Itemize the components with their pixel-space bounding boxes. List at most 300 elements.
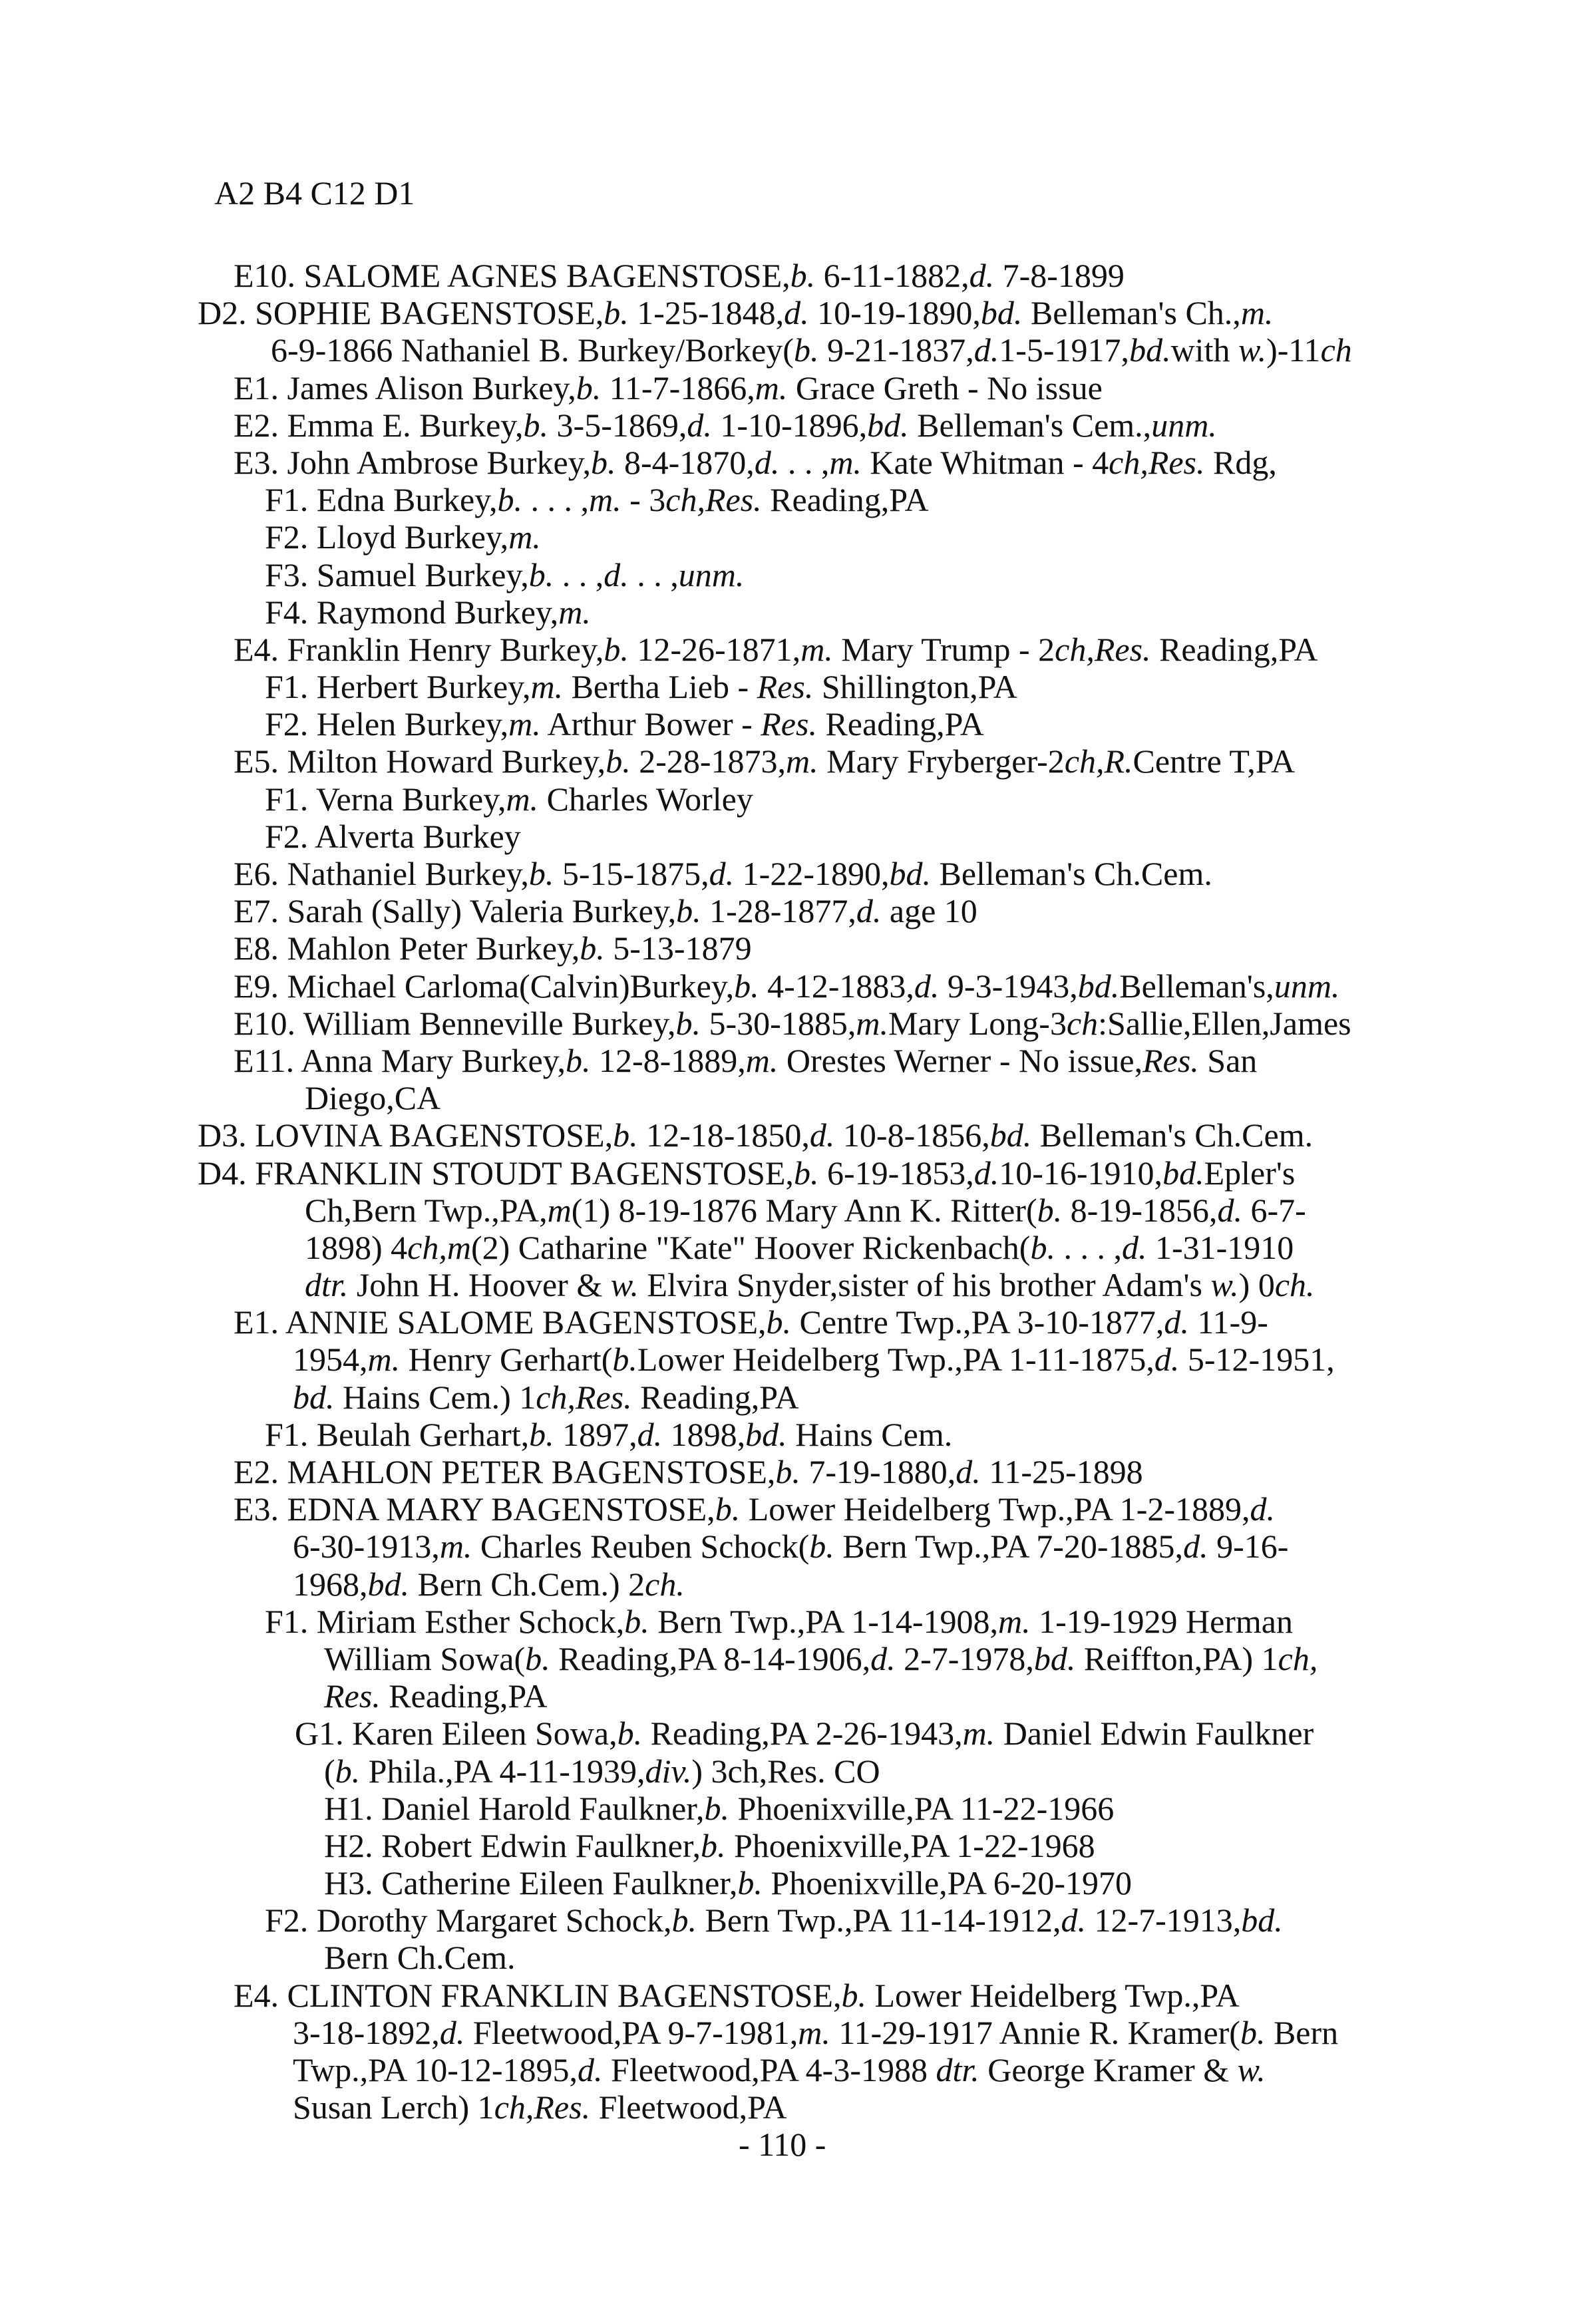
abbreviation-text: b. — [497, 481, 522, 519]
abbreviation-text: ch,Res. — [536, 1378, 632, 1416]
entry-line — [0, 481, 1577, 518]
entry-text: ( — [324, 1752, 335, 1790]
entry-line — [0, 780, 1577, 818]
entry-line — [0, 1154, 1577, 1192]
entry-text: (1) 8-19-1876 Mary Ann K. Ritter( — [571, 1191, 1037, 1229]
entry-line — [0, 1566, 1577, 1603]
entry-text: Hains Cem.) 1 — [334, 1378, 536, 1416]
abbreviation-text: m. — [829, 443, 862, 481]
abbreviation-text: d. — [637, 1415, 663, 1453]
entry-text: 10-8-1856, — [834, 1116, 990, 1154]
entry-line — [0, 518, 1577, 556]
abbreviation-text: ch. — [645, 1565, 685, 1603]
entry-text: Twp.,PA 10-12-1895, — [293, 2051, 578, 2088]
entry-text: 1-28-1877, — [701, 892, 856, 930]
entry-line — [0, 1341, 1577, 1378]
abbreviation-text: ch, — [1278, 1639, 1318, 1677]
abbreviation-text: b. — [591, 443, 616, 481]
entry-text: ) 3ch,Res. CO — [691, 1752, 880, 1790]
entry-text: San — [1198, 1041, 1258, 1079]
entry-text: Bertha Lieb - — [563, 668, 757, 706]
entry-line — [0, 631, 1577, 668]
abbreviation-text: div. — [645, 1752, 692, 1790]
entry-text: Mary Long-3 — [888, 1004, 1067, 1042]
entry-line — [0, 1640, 1577, 1677]
entry-line — [0, 1192, 1577, 1229]
abbreviation-text: b. — [335, 1752, 361, 1790]
entry-text: Epler's — [1204, 1154, 1296, 1192]
entry-text: Fleetwood,PA 9-7-1981, — [464, 2013, 798, 2051]
entry-text: E4. CLINTON FRANKLIN BAGENSTOSE, — [234, 1976, 842, 2014]
entry-text: Bern Twp.,PA 7-20-1885, — [834, 1528, 1184, 1566]
abbreviation-text: d. — [709, 855, 735, 892]
abbreviation-text: b. — [790, 257, 816, 294]
entry-text: Reading,PA — [761, 481, 929, 519]
abbreviation-text: bd. — [889, 855, 931, 892]
entry-text: E5. Milton Howard Burkey, — [234, 743, 606, 780]
entry-line — [0, 294, 1577, 331]
entry-text: F2. Lloyd Burkey, — [265, 518, 509, 556]
abbreviation-text: unm. — [1151, 406, 1217, 444]
abbreviation-text: Res. — [761, 705, 817, 743]
abbreviation-text: b. — [675, 1004, 701, 1042]
entry-line — [0, 257, 1577, 294]
entry-text: E6. Nathaniel Burkey, — [234, 855, 529, 892]
entry-text: H2. Robert Edwin Faulkner, — [324, 1826, 701, 1864]
entry-text: Ch,Bern Twp.,PA, — [305, 1191, 548, 1229]
abbreviation-text: bd. — [1129, 331, 1171, 369]
entry-text: age 10 — [881, 892, 977, 930]
entry-text: 6-11-1882, — [815, 257, 969, 294]
abbreviation-text: d. — [870, 1639, 896, 1677]
entry-text: Centre T,PA — [1133, 743, 1296, 780]
abbreviation-text: ch,Res. — [1109, 443, 1205, 481]
abbreviation-text: b. — [624, 1602, 649, 1640]
abbreviation-text: bd. — [1033, 1639, 1076, 1677]
abbreviation-text: b. — [841, 1976, 866, 2014]
entry-text: E3. EDNA MARY BAGENSTOSE, — [234, 1490, 715, 1528]
entry-text: 7-8-1899 — [994, 257, 1125, 294]
abbreviation-text: m. — [755, 369, 788, 407]
entry-text: 12-8-1889, — [590, 1041, 746, 1079]
entry-text: Shillington,PA — [813, 668, 1017, 706]
entry-text: D2. SOPHIE BAGENSTOSE, — [198, 294, 604, 332]
abbreviation-text: b. — [775, 1453, 800, 1490]
entry-text: - 3 — [621, 481, 666, 519]
entry-line — [0, 1827, 1577, 1864]
entry-text: . . , — [628, 556, 679, 593]
entry-text: 1-19-1929 Herman — [1030, 1602, 1293, 1640]
abbreviation-text: dtr. — [305, 1266, 349, 1304]
entry-line — [0, 743, 1577, 780]
abbreviation-text: bd. — [293, 1378, 335, 1416]
entry-line — [0, 1266, 1577, 1303]
abbreviation-text: m. — [439, 1528, 472, 1566]
entry-text: Hains Cem. — [787, 1415, 953, 1453]
entry-text: E10. SALOME AGNES BAGENSTOSE, — [234, 257, 790, 294]
entry-text: Grace Greth - No issue — [787, 369, 1103, 407]
abbreviation-text: b. — [612, 1341, 637, 1379]
abbreviation-text: bd. — [367, 1565, 409, 1603]
abbreviation-text: b. — [734, 967, 759, 1005]
entry-text: Reading,PA 2-26-1943, — [642, 1715, 963, 1752]
page-header-lineage: A2 B4 C12 D1 — [214, 174, 415, 212]
entry-line — [0, 1116, 1577, 1154]
abbreviation-text: b. — [528, 556, 554, 593]
entry-line — [0, 1715, 1577, 1752]
abbreviation-text: bd. — [1241, 1902, 1283, 1939]
entry-text: . . . , — [522, 481, 589, 519]
entry-line — [0, 929, 1577, 967]
abbreviation-text: bd. — [745, 1415, 787, 1453]
entry-line — [0, 1790, 1577, 1827]
entry-text: 6-19-1853, — [818, 1154, 974, 1192]
entry-line — [0, 444, 1577, 481]
abbreviation-text: ch,Res. — [494, 2088, 591, 2126]
entry-text: 3-18-1892, — [293, 2013, 440, 2051]
entry-text: 6-9-1866 Nathaniel B. Burkey/Borkey( — [271, 331, 794, 369]
entry-line — [0, 2088, 1577, 2126]
entry-text: Reading,PA — [380, 1677, 548, 1715]
abbreviation-text: d. — [1183, 1528, 1208, 1566]
entry-text: Reading,PA — [1150, 630, 1318, 668]
entry-line — [0, 1752, 1577, 1790]
entry-text: 10-19-1890, — [808, 294, 981, 332]
entry-text: Reiffton,PA) 1 — [1075, 1639, 1278, 1677]
entry-text: F1. Beulah Gerhart, — [265, 1415, 530, 1453]
abbreviation-text: m. — [530, 668, 564, 706]
abbreviation-text: b. — [604, 630, 629, 668]
abbreviation-text: d. — [1061, 1902, 1086, 1939]
abbreviation-text: Res. — [757, 668, 814, 706]
entry-line — [0, 967, 1577, 1005]
entry-text: 12-26-1871, — [628, 630, 801, 668]
entry-text: Phoenixville,PA 11-22-1966 — [729, 1789, 1115, 1827]
abbreviation-text: Res. — [324, 1677, 381, 1715]
entry-text: F2. Helen Burkey, — [265, 705, 509, 743]
entry-text: 9-3-1943, — [939, 967, 1078, 1005]
entry-text: F4. Raymond Burkey, — [265, 593, 559, 631]
abbreviation-text: d. — [578, 2051, 603, 2088]
abbreviation-text: m. — [745, 1041, 779, 1079]
abbreviation-text: m. — [1240, 294, 1274, 332]
entry-text: William Sowa( — [324, 1639, 526, 1677]
entry-text: 1898, — [662, 1415, 746, 1453]
abbreviation-text: b. — [529, 1415, 554, 1453]
abbreviation-text: m. — [367, 1341, 401, 1379]
entry-text: 1954, — [293, 1341, 368, 1379]
entry-line — [0, 1453, 1577, 1490]
entry-text: 2-7-1978, — [895, 1639, 1034, 1677]
abbreviation-text: b. — [737, 1864, 763, 1902]
abbreviation-text: d. — [973, 331, 999, 369]
entry-text: F1. Miriam Esther Schock, — [265, 1602, 625, 1640]
entry-line — [0, 369, 1577, 407]
abbreviation-text: m. — [508, 518, 541, 556]
entry-text: H1. Daniel Harold Faulkner, — [324, 1789, 705, 1827]
entry-text: Reading,PA — [816, 705, 984, 743]
abbreviation-text: m. — [786, 743, 818, 780]
abbreviation-text: b. — [1030, 1228, 1055, 1266]
entry-text: John H. Hoover & — [348, 1266, 611, 1304]
entry-line — [0, 1229, 1577, 1266]
entry-text: Charles Worley — [538, 780, 753, 818]
page-number: - 110 - — [739, 2126, 826, 2164]
entry-text: 1897, — [554, 1415, 637, 1453]
entry-text: 9-16- — [1208, 1528, 1289, 1566]
abbreviation-text: d. — [914, 967, 940, 1005]
abbreviation-text: d. — [1164, 1303, 1189, 1341]
abbreviation-text: b. — [1240, 2013, 1266, 2051]
abbreviation-text: ch,Res. — [665, 481, 762, 519]
abbreviation-text: b. — [525, 1639, 550, 1677]
abbreviation-text: b. — [793, 331, 819, 369]
entry-text: 4-12-1883, — [759, 967, 914, 1005]
entry-line — [0, 1528, 1577, 1565]
entry-text: E1. ANNIE SALOME BAGENSTOSE, — [234, 1303, 767, 1341]
entry-text: 8-19-1856, — [1062, 1191, 1218, 1229]
entry-text: 6-7- — [1242, 1191, 1306, 1229]
abbreviation-text: ch — [1066, 1004, 1099, 1042]
abbreviation-text: m. — [998, 1602, 1031, 1640]
entry-text: Reading,PA — [631, 1378, 799, 1416]
abbreviation-text: d. — [969, 257, 995, 294]
entry-line — [0, 1677, 1577, 1715]
abbreviation-text: m. — [962, 1715, 995, 1752]
abbreviation-text: d. — [1154, 1341, 1180, 1379]
entry-text: 11-9- — [1188, 1303, 1268, 1341]
entry-text: 12-7-1913, — [1085, 1902, 1242, 1939]
abbreviation-text: b. — [671, 1902, 697, 1939]
entry-text: 1-25-1848, — [628, 294, 785, 332]
abbreviation-text: unm. — [1274, 967, 1340, 1005]
abbreviation-text: b. — [580, 929, 605, 967]
entry-text: D4. FRANKLIN STOUDT BAGENSTOSE, — [198, 1154, 794, 1192]
entry-text: 8-4-1870, — [615, 443, 755, 481]
entry-line — [0, 407, 1577, 444]
entry-line — [0, 1902, 1577, 1939]
abbreviation-text: b. — [715, 1490, 741, 1528]
entry-text: ) 0 — [1238, 1266, 1275, 1304]
entry-text: 1-10-1896, — [711, 406, 868, 444]
entry-line — [0, 818, 1577, 855]
entry-text: with — [1170, 331, 1238, 369]
entry-text: 1968, — [293, 1565, 368, 1603]
entry-text: F3. Samuel Burkey, — [265, 556, 529, 593]
entry-text: F1. Herbert Burkey, — [265, 668, 531, 706]
entry-text: Rdg, — [1204, 443, 1277, 481]
abbreviation-text: d. — [439, 2013, 465, 2051]
entry-line — [0, 1490, 1577, 1528]
entry-text: F2. Alverta Burkey — [265, 817, 521, 855]
entry-line — [0, 331, 1577, 369]
abbreviation-text: m — [547, 1191, 572, 1229]
entry-text: E7. Sarah (Sally) Valeria Burkey, — [234, 892, 677, 930]
entry-line — [0, 668, 1577, 705]
entry-text: Mary Trump - 2 — [832, 630, 1055, 668]
entry-text: 7-19-1880, — [800, 1453, 956, 1490]
abbreviation-text: b. — [565, 1041, 591, 1079]
abbreviation-text: b. — [1037, 1191, 1063, 1229]
entry-text: Belleman's Ch.Cem. — [1031, 1116, 1314, 1154]
abbreviation-text: d. — [809, 1116, 835, 1154]
entry-text: Daniel Edwin Faulkner — [995, 1715, 1314, 1752]
abbreviation-text: bd. — [989, 1116, 1032, 1154]
abbreviation-text: bd. — [1162, 1154, 1204, 1192]
entry-line — [0, 2014, 1577, 2051]
entry-text: E11. Anna Mary Burkey, — [234, 1041, 566, 1079]
abbreviation-text: unm. — [678, 556, 745, 593]
abbreviation-text: ch — [1320, 331, 1352, 369]
entry-line — [0, 855, 1577, 892]
entry-text: . . . , — [1055, 1228, 1122, 1266]
abbreviation-text: d. — [973, 1154, 999, 1192]
entry-text: Arthur Bower - — [540, 705, 761, 743]
entry-text: George Kramer & — [979, 2051, 1238, 2088]
entry-text: Lower Heidelberg Twp.,PA 1-2-1889, — [740, 1490, 1250, 1528]
entry-line — [0, 1379, 1577, 1416]
entry-text: Susan Lerch) 1 — [293, 2088, 494, 2126]
abbreviation-text: m. — [589, 481, 621, 519]
entry-text: (2) Catharine "Kate" Hoover Rickenbach( — [470, 1228, 1031, 1266]
entry-text: H3. Catherine Eileen Faulkner, — [324, 1864, 738, 1902]
entry-text: Diego,CA — [305, 1079, 441, 1117]
entry-text: 1898) 4 — [305, 1228, 408, 1266]
entry-text: Belleman's Cem., — [908, 406, 1152, 444]
abbreviation-text: w. — [1210, 1266, 1239, 1304]
entry-line — [0, 1303, 1577, 1341]
entry-text: . . , — [779, 443, 830, 481]
abbreviation-text: w. — [1238, 331, 1267, 369]
entry-text: F2. Dorothy Margaret Schock, — [265, 1902, 672, 1939]
entry-line — [0, 1416, 1577, 1453]
entry-line — [0, 892, 1577, 929]
entry-text: D3. LOVINA BAGENSTOSE, — [198, 1116, 613, 1154]
abbreviation-text: d. — [1217, 1191, 1242, 1229]
abbreviation-text: b. — [613, 1116, 638, 1154]
abbreviation-text: bd. — [980, 294, 1023, 332]
entry-text: E8. Mahlon Peter Burkey, — [234, 929, 580, 967]
abbreviation-text: m. — [506, 780, 539, 818]
abbreviation-text: d. — [956, 1453, 981, 1490]
entry-text: 3-5-1869, — [548, 406, 687, 444]
abbreviation-text: b. — [606, 743, 631, 780]
entry-text: Centre Twp.,PA 3-10-1877, — [791, 1303, 1164, 1341]
entry-text: 11-29-1917 Annie R. Kramer( — [830, 2013, 1240, 2051]
entry-text: 5-15-1875, — [554, 855, 709, 892]
entry-line — [0, 1079, 1577, 1116]
abbreviation-text: m. — [798, 2013, 830, 2051]
entry-text: Orestes Werner - No issue, — [778, 1041, 1143, 1079]
abbreviation-text: m. — [800, 630, 833, 668]
entry-text: Reading,PA 8-14-1906, — [550, 1639, 871, 1677]
abbreviation-text: dtr. — [936, 2051, 979, 2088]
abbreviation-text: b. — [528, 855, 554, 892]
abbreviation-text: d. — [687, 406, 712, 444]
abbreviation-text: b. — [576, 369, 602, 407]
entry-text: Mary Fryberger-2 — [818, 743, 1065, 780]
abbreviation-text: bd. — [1077, 967, 1120, 1005]
entry-text: )-11 — [1266, 331, 1321, 369]
entry-line — [0, 2051, 1577, 2088]
entry-text: Bern Ch.Cem. — [324, 1939, 516, 1977]
entry-line — [0, 1977, 1577, 2014]
entry-line — [0, 705, 1577, 743]
entry-text: 2-28-1873, — [630, 743, 786, 780]
entry-text: E3. John Ambrose Burkey, — [234, 443, 591, 481]
abbreviation-text: ch,R. — [1064, 743, 1133, 780]
entry-text: 1-5-1917, — [999, 331, 1130, 369]
abbreviation-text: d. — [1121, 1228, 1147, 1266]
abbreviation-text: b. — [809, 1528, 834, 1566]
abbreviation-text: b. — [604, 294, 629, 332]
abbreviation-text: d. — [784, 294, 809, 332]
entry-text: Charles Reuben Schock( — [472, 1528, 810, 1566]
entry-text: Kate Whitman - 4 — [861, 443, 1109, 481]
abbreviation-text: b. — [617, 1715, 643, 1752]
abbreviation-text: d. — [856, 892, 882, 930]
entry-text: Belleman's, — [1119, 967, 1274, 1005]
abbreviation-text: d. — [754, 443, 780, 481]
entry-text: Bern — [1265, 2013, 1339, 2051]
abbreviation-text: d. — [1250, 1490, 1276, 1528]
entry-text: E9. Michael Carloma(Calvin)Burkey, — [234, 967, 735, 1005]
entry-text: Phila.,PA 4-11-1939, — [360, 1752, 645, 1790]
entry-text: E4. Franklin Henry Burkey, — [234, 630, 604, 668]
entry-text: 6-30-1913, — [293, 1528, 440, 1566]
abbreviation-text: b. — [523, 406, 549, 444]
entry-text: :Sallie,Ellen,James — [1098, 1004, 1351, 1042]
entry-text: Bern Ch.Cem.) 2 — [409, 1565, 645, 1603]
entry-text: 5-13-1879 — [604, 929, 752, 967]
entry-text: Belleman's Ch.Cem. — [930, 855, 1212, 892]
entry-text: Elvira Snyder,sister of his brother Adam's — [638, 1266, 1211, 1304]
entry-text: 5-12-1951, — [1179, 1341, 1335, 1379]
abbreviation-text: b. — [766, 1303, 791, 1341]
entry-text: 12-18-1850, — [637, 1116, 810, 1154]
entry-text: Phoenixville,PA 1-22-1968 — [725, 1826, 1095, 1864]
abbreviation-text: m. — [856, 1004, 888, 1042]
entry-text: 9-21-1837, — [818, 331, 974, 369]
entry-text: E1. James Alison Burkey, — [234, 369, 576, 407]
abbreviation-text: w. — [1237, 2051, 1266, 2088]
entry-text: Bern Twp.,PA 1-14-1908, — [649, 1602, 999, 1640]
entry-text: Fleetwood,PA 4-3-1988 — [602, 2051, 936, 2088]
entry-text: Fleetwood,PA — [590, 2088, 787, 2126]
abbreviation-text: b. — [704, 1789, 729, 1827]
abbreviation-text: b. — [700, 1826, 726, 1864]
entry-text: Lower Heidelberg Twp.,PA — [866, 1976, 1240, 2014]
entry-text: 10-16-1910, — [999, 1154, 1163, 1192]
abbreviation-text: d. — [604, 556, 629, 593]
entry-text: Henry Gerhart( — [400, 1341, 613, 1379]
entry-text: 1-22-1890, — [734, 855, 890, 892]
entry-line — [0, 556, 1577, 593]
abbreviation-text: Res. — [1142, 1041, 1199, 1079]
entry-text: Belleman's Ch., — [1022, 294, 1241, 332]
entry-text: . . , — [554, 556, 604, 593]
abbreviation-text: b. — [793, 1154, 819, 1192]
abbreviation-text: ch,m — [407, 1228, 471, 1266]
entry-text: Lower Heidelberg Twp.,PA 1-11-1875, — [637, 1341, 1154, 1379]
entry-text: Phoenixville,PA 6-20-1970 — [762, 1864, 1133, 1902]
entry-text: E2. Emma E. Burkey, — [234, 406, 524, 444]
entry-line — [0, 1603, 1577, 1640]
abbreviation-text: m. — [508, 705, 541, 743]
entry-text: E10. William Benneville Burkey, — [234, 1004, 676, 1042]
entry-line — [0, 1939, 1577, 1976]
entry-line — [0, 1005, 1577, 1042]
